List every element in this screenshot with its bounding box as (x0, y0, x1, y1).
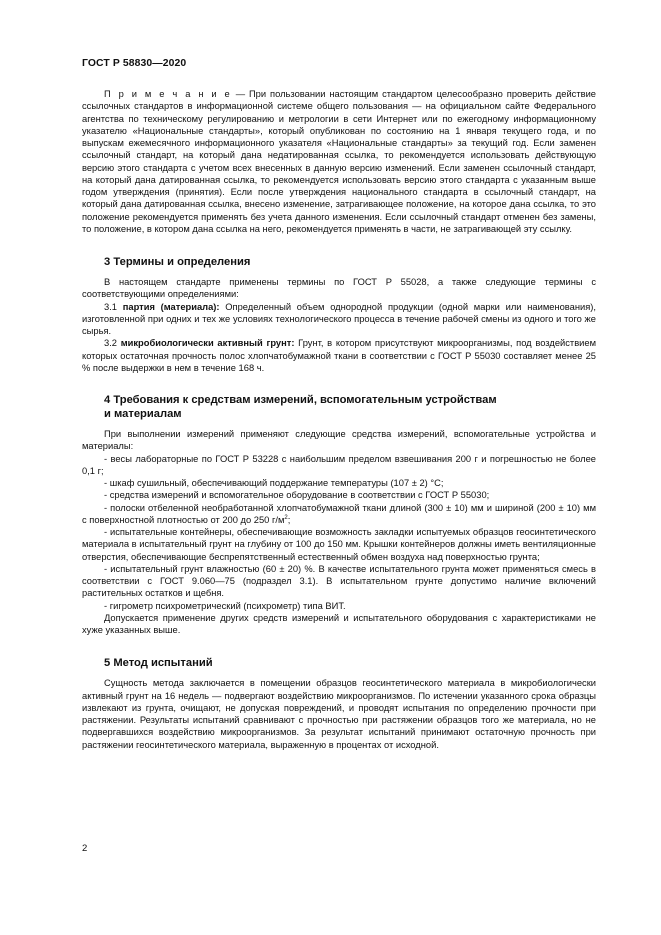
list-item-measuring-equipment: - средства измерений и вспомогательное оборудование в соответствии с ГОСТ Р 55030; (104, 490, 490, 501)
note-label: П р и м е ч а н и е (104, 89, 232, 99)
term-3-2 (82, 337, 596, 374)
document-page (82, 58, 596, 751)
list-item-scales: - весы лабораторные по ГОСТ Р 53228 с наибольшим пределом взвешивания 200 г и погрешностью не более 0,1 г; (82, 453, 596, 476)
section-4-title (104, 393, 596, 421)
fabric-strips-text: - полоски отбеленной необработанной хлопчатобумажной ткани длиной (300 ± 10) мм и шириной (200 ± 10) мм с поверхностной плотностью от 200 до 250 г/м (82, 502, 596, 525)
term-3-2-definition: Грунт, в котором присутствуют микроорганизмы, под воздействием которых остаточная прочность полос хлопчатобумажной ткани в соответствии с ГОСТ Р 55030 составляет менее 25 % после выдержки в нем в течение 168 ч. (82, 338, 596, 373)
term-3-1 (82, 301, 596, 338)
section-3-intro: В настоящем стандарте применены термины по ГОСТ Р 55028, а также следующие термины с соответствующими определениями: (82, 277, 596, 300)
section-4-outro: Допускается применение других средств измерений и испытательного оборудования с характеристиками не хуже указанных выше. (82, 612, 596, 635)
section-3-title: 3 Термины и определения (104, 256, 251, 268)
term-3-2-number: 3.2 (104, 338, 121, 349)
section-5-title: 5 Метод испытаний (104, 657, 213, 670)
term-3-2-name: микробиологически активный грунт: (120, 338, 295, 349)
term-3-1-definition: Определенный объем однородной продукции (одной марки или наименования), изготовленной при одних и тех же условиях технологического процесса в течение рабочей смены из одного и того же сырья. (82, 301, 597, 336)
list-item-containers: - испытательные контейнеры, обеспечивающие возможность закладки испытуемых образцов геосинтетического материала в испытательный грунт на глубину от 100 до 150 мм. Крышки контейнеров должны иметь вентиляционные отверстия, обеспечивающие беспрепятственный естественный обмен воздуха над поверхностью грунта; (82, 527, 596, 562)
term-3-1-name: партия (материала): (122, 301, 220, 312)
section-4-title-line2: и материалам (104, 408, 182, 420)
fabric-strips-end: ; (287, 514, 291, 525)
note-text: — При пользовании настоящим стандартом целесообразно проверить действие ссылочных стандартов в информационной системе общего пользования — на официальном сайте Федерального агентства по техническому регулированию и метрологии в сети Интернет или по ежегодному информационному указателю «Национальные стандарты», который опубликован по состоянию на 1 января текущего года, и по выпускам ежемесячного информационного указателя «Национальные стандарты» за текущий год. Если заменен ссылочный стандарт, на который дана недатированная ссылка, то рекомендуется использовать действующую версию этого стандарта с учетом всех внесенных в данную версию изменений. Если заменен ссылочный стандарт, на который дана датированная ссылка, то рекомендуется использовать версию этого стандарта с указанным выше годом утверждения (принятия). Если после утверждения национального стандарта в ссылочный стандарт, на который дана датированная ссылка, внесено изменение, затрагивающее положение, на которое дана ссылка, то это положение рекомендуется применять без учета данного изменения. Если ссылочный стандарт отменен без замены, то положение, в котором дана ссылка на него, рекомендуется применять в части, не затрагивающей эту ссылку. (82, 89, 597, 234)
section-4-intro: При выполнении измерений применяют следующие средства измерений, вспомогательные устройства и материалы: (82, 429, 596, 452)
note-paragraph (82, 88, 596, 235)
superscript-2: 2 (284, 514, 288, 521)
page-number: 2 (82, 843, 88, 854)
list-item-fabric-strips (82, 502, 596, 527)
section-4-title-line1: 4 Требования к средствам измерений, вспомогательным устройствам (104, 394, 497, 406)
list-item-test-soil: - испытательный грунт влажностью (60 ± 20) %. В качестве испытательного грунта может применяться смесь в соответствии с ГОСТ 9.060—75 (подраздел 3.1). В испытательном грунте допустимо наличие включений растительных остатков и щебня. (82, 563, 596, 599)
term-3-1-number: 3.1 (104, 301, 123, 312)
list-item-drying-cabinet: - шкаф сушильный, обеспечивающий поддержание температуры (107 ± 2) °С; (104, 478, 444, 488)
list-item-hygrometer: - гигрометр психрометрический (психрометр) типа ВИТ. (104, 600, 346, 611)
section-5-text: Сущность метода заключается в помещении образцов геосинтетического материала в микробиологически активный грунт на 16 недель — подвергают воздействию микроорганизмов. По истечении указанного срока образцы извлекают из грунта, очищают, не допуская повреждений, и проводят испытания по определению прочности при растяжении. Результаты испытаний сравнивают с прочностью при растяжении образцов того же материала, но не подвергавшихся воздействию микроорганизмов. За результат испытаний принимают остаточную прочность при растяжении геосинтетического материала, выраженную в процентах от исходной. (82, 678, 596, 750)
document-code: ГОСТ Р 58830—2020 (82, 58, 187, 69)
